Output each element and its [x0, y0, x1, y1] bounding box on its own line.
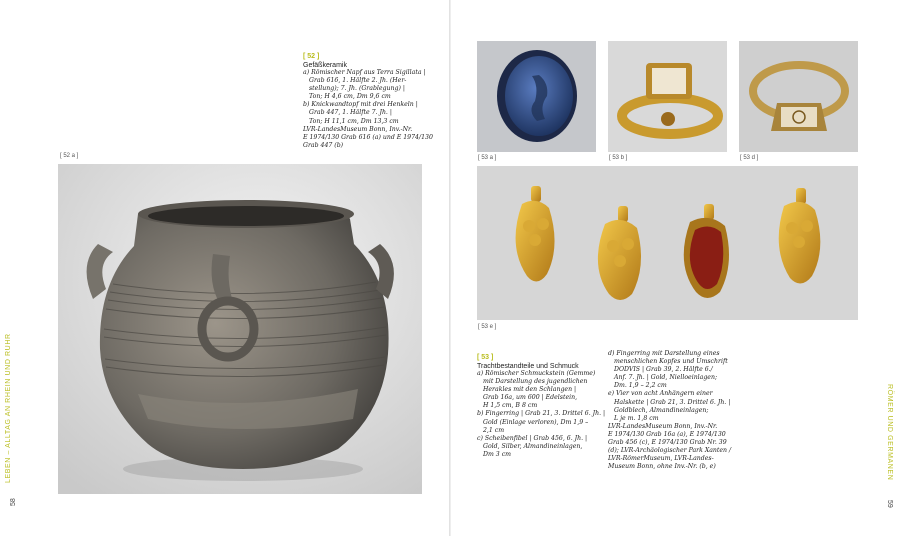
caption-52-line: b) Knickwandtopf mit drei Henkeln | — [303, 101, 418, 109]
caption-53-line: L je m. 1,8 cm — [614, 414, 659, 422]
caption-53-col2 — [608, 350, 748, 471]
caption-52-line: LVR-LandesMuseum Bonn, Inv.-Nr. — [303, 125, 413, 133]
caption-53-line: Dm 3 cm — [483, 450, 512, 458]
caption-53-line: a) Römischer Schmuckstein (Gemme) — [477, 370, 596, 377]
spine-gutter — [449, 0, 451, 536]
caption-53-line: mit Darstellung des jugendlichen — [483, 378, 588, 386]
caption-53-number: [ 53 ] — [477, 354, 494, 361]
photo-label-52a: [ 52 a ] — [60, 153, 79, 159]
photo-label-53b: [ 53 b ] — [609, 155, 628, 161]
page-number-right: 59 — [886, 500, 893, 508]
photo-label-53a: [ 53 a ] — [478, 155, 497, 161]
photo-label-53e: [ 53 e ] — [478, 324, 497, 330]
caption-53-line: Museum Bonn, ohne Inv.-Nr. (b, e) — [608, 463, 716, 471]
caption-53-line: Herakles mit den Schlangen | — [483, 386, 577, 394]
caption-52-line: Ton; H 4,6 cm, Dm 9,6 cm — [309, 93, 391, 101]
caption-53-line: LVR-RömerMuseum, LVR-Landes- — [608, 455, 714, 463]
page-number-left: 58 — [10, 498, 17, 506]
signet-ring-image — [739, 41, 858, 152]
caption-53-line: (d); LVR-Archäologischer Park Xanten / — [608, 447, 732, 455]
caption-53-line: Goldblech, Almandineinlagen; — [614, 406, 709, 414]
caption-53-line: H 1,5 cm, B 8 cm — [483, 402, 538, 410]
caption-53-line: 2,1 cm — [483, 426, 505, 434]
photo-gemstone — [477, 41, 596, 152]
caption-53-line: menschlichen Kopfes und Umschrift — [614, 358, 728, 366]
gold-ring-image — [608, 41, 727, 152]
caption-53-line: Gold, Silber, Almandineinlagen, — [483, 442, 583, 450]
photo-signet-ring — [739, 41, 858, 152]
caption-53-line: d) Fingerring mit Darstellung eines — [608, 350, 720, 357]
caption-53-line: e) Vier von acht Anhängern einer — [608, 390, 713, 398]
caption-53-line: Anf. 7. Jh. | Gold, Nielloeinlagen; — [614, 374, 718, 382]
caption-53-line: LVR-LandesMuseum Bonn, Inv.-Nr. — [608, 422, 718, 430]
caption-53 — [477, 344, 607, 459]
caption-53-line: c) Scheibenfibel | Grab 456, 6. Jh. | — [477, 434, 588, 442]
caption-53-line: b) Fingerring | Grab 21, 3. Drittel 6. Jh. | — [477, 410, 606, 418]
caption-52-line: Ton; H 11,1 cm, Dm 13,3 cm — [309, 117, 399, 125]
pot-image — [58, 164, 422, 494]
caption-53-line: E 1974/130 Grab 16a (a), E 1974/130 — [608, 430, 726, 438]
photo-label-53d: [ 53 d ] — [740, 155, 759, 161]
caption-52-line: a) Römischer Napf aus Terra Sigillata | — [303, 69, 426, 76]
caption-52-line: stellung); 7. Jh. (Grablegung) | — [309, 85, 405, 93]
caption-53-heading: Trachtbestandteile und Schmuck — [477, 363, 579, 370]
caption-52-line: Grab 447 (b) — [303, 141, 344, 149]
photo-pot — [58, 164, 422, 494]
photo-gold-ring — [608, 41, 727, 152]
caption-52-line: E 1974/130 Grab 616 (a) und E 1974/130 — [303, 133, 433, 141]
caption-53-line: Dm. 1,9 – 2,2 cm — [614, 382, 667, 390]
caption-52-heading: Gefäßkeramik — [303, 62, 347, 69]
gemstone-image — [477, 41, 596, 152]
caption-52 — [303, 43, 443, 150]
caption-53-line: Grab 16a, um 600 | Edelstein, — [483, 394, 578, 402]
caption-53-line: Gold (Einlage verloren), Dm 1,9 – — [483, 418, 589, 426]
caption-53-line: Grab 456 (c), E 1974/130 Grab Nr. 39 — [608, 439, 727, 447]
caption-53-line: DODVIS | Grab 39, 2. Hälfte 6./ — [614, 366, 713, 374]
caption-52-line: Grab 447, 1. Hälfte 7. Jh. | — [309, 109, 392, 117]
caption-52-line: Grab 616, 1. Hälfte 2. Jh. (Her- — [309, 77, 407, 85]
running-head-right: RÖMER UND GERMANEN — [886, 384, 893, 481]
running-head-left: LEBEN – ALLTAG AN RHEIN UND RUHR — [5, 333, 12, 483]
caption-53-line: Halskette | Grab 21, 3. Drittel 6. Jh. | — [614, 398, 731, 406]
photo-pendants — [477, 166, 858, 320]
caption-52-number: [ 52 ] — [303, 53, 320, 60]
pendants-image — [477, 166, 858, 320]
